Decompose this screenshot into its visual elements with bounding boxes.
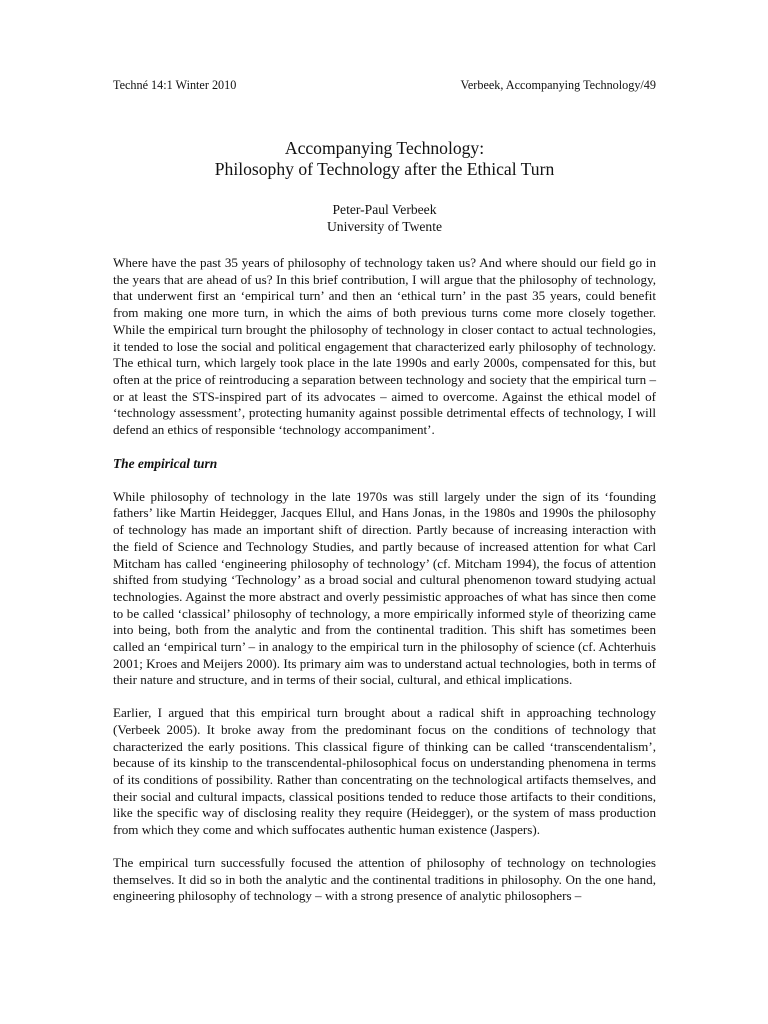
- author-name: Peter-Paul Verbeek: [332, 202, 437, 217]
- section-heading: The empirical turn: [113, 455, 218, 471]
- article-title: [113, 138, 656, 180]
- body-paragraph: Earlier, I argued that this empirical turn brought about a radical shift in approaching technology (Verbeek 2005). It broke away from the predominant focus on the conditions of technology that characterized the early positions. This classical figure of thinking can be called ‘transcendentalism’, because of its kinship to the transcendental-philosophical focus on understanding phenomena in terms of its conditions of possibility. Rather than concentrating on the technological artifacts themselves, and their social and cultural impacts, classical positions tended to reduce those artifacts to their conditions, like the specific way of disclosing reality they require (Heidegger), or the system of mass production from which they come and which suffocates authentic human existence (Jaspers).: [113, 705, 656, 838]
- body-paragraph: While philosophy of technology in the late 1970s was still largely under the sign of its ‘founding fathers’ like Martin Heidegger, Jacques Ellul, and Hans Jonas, in the 1980s and 1990s the philosophy of technology has made an important shift of direction. Partly because of increasing interaction with the field of Science and Technology Studies, and partly because of increased attention for what Carl Mitcham has called ‘engineering philosophy of technology’ (cf. Mitcham 1994), the focus of attention shifted from studying ‘Technology’ as a broad social and cultural phenomenon toward studying actual technologies. Against the more abstract and overly pessimistic approaches of what has since then come to be called ‘classical’ philosophy of technology, a more empirically informed style of theorizing came into being, both from the analytic and from the continental tradition. This shift has sometimes been called an ‘empirical turn’ – in analogy to the empirical turn in the philosophy of science (cf. Achterhuis 2001; Kroes and Meijers 2000). Its primary aim was to understand actual technologies, both in terms of their nature and structure, and in terms of their social, cultural, and ethical implications.: [113, 488, 656, 688]
- body-paragraph: The empirical turn successfully focused the attention of philosophy of technology on technologies themselves. It did so in both the analytic and the continental traditions in philosophy. On the one hand, engineering philosophy of technology – with a strong presence of analytic philosophers –: [113, 854, 656, 904]
- author-block: [113, 201, 656, 235]
- abstract-paragraph: Where have the past 35 years of philosophy of technology taken us? And where should our field go in the years that are ahead of us? In this brief contribution, I will argue that the philosophy of technology, that underwent first an ‘empirical turn’ and then an ‘ethical turn’ in the past 35 years, could benefit from making one more turn, in which the aims of both previous turns come more closely together. While the empirical turn brought the philosophy of technology in closer contact to actual technologies, it tended to lose the social and political engagement that characterized early philosophy of technology. The ethical turn, which largely took place in the late 1990s and early 2000s, compensated for this, but often at the price of reintroducing a separation between technology and society that the empirical turn – or at least the STS-inspired part of its advocates – aimed to overcome. Against the ethical model of ‘technology assessment’, protecting humanity against possible detrimental effects of technology, I will defend an ethics of responsible ‘technology accompaniment’.: [113, 255, 656, 438]
- title-line-1: Accompanying Technology:: [284, 138, 485, 158]
- running-header: [113, 78, 656, 92]
- title-line-2: Philosophy of Technology after the Ethical Turn: [214, 159, 555, 179]
- author-affiliation: University of Twente: [326, 219, 443, 234]
- running-title: Verbeek, Accompanying Technology/49: [460, 78, 656, 92]
- journal-citation: Techné 14:1 Winter 2010: [113, 78, 237, 92]
